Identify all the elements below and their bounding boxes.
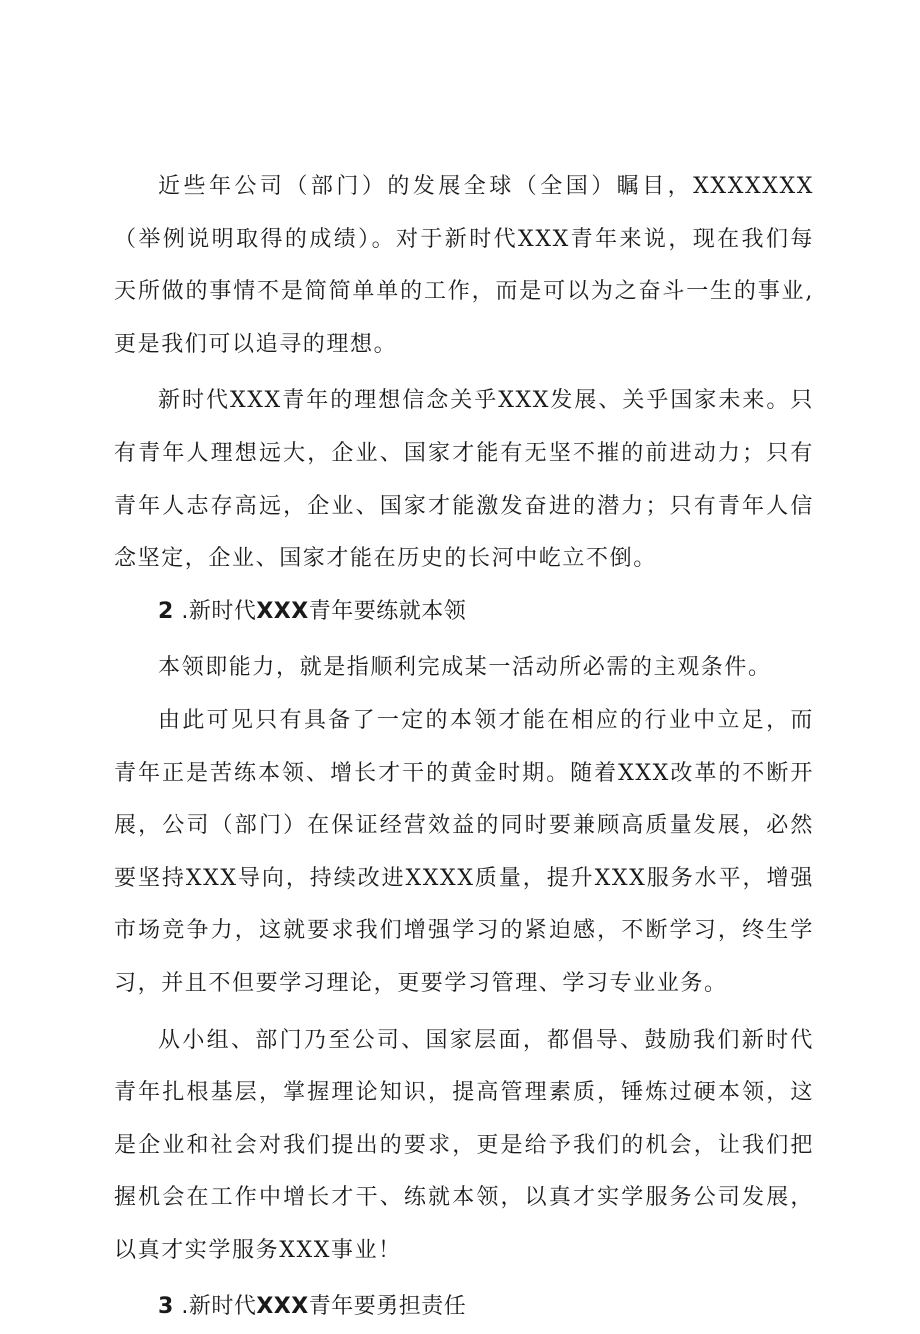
heading-2-pre: 新时代 <box>188 598 257 624</box>
heading-2-number: 2 <box>158 598 174 624</box>
paragraph-opportunity: 从小组、部门乃至公司、国家层面，都倡导、鼓励我们新时代青年扎根基层，掌握理论知识，提高管理素质，锤炼过硬本领，这是企业和社会对我们提出的要求，更是给予我们的机会，让我们把握机会在工作中增长才干、练就本领，以真才实学服务公司发展，以真才实学服务XXX事业！ <box>114 1027 814 1263</box>
heading-3-post: 青年要勇担责任 <box>308 1294 467 1320</box>
section-heading-2 <box>114 586 814 639</box>
section-heading-3 <box>114 1281 814 1334</box>
paragraph-ideals: 新时代XXX青年的理想信念关乎XXX发展、关乎国家未来。只有青年人理想远大，企业、国家才能有无坚不摧的前进动力；只有青年人志存高远，企业、国家才能激发奋进的潜力；只有青年人信念坚定，企业、国家才能在历史的长河中屹立不倒。 <box>114 388 814 572</box>
paragraph-learning: 由此可见只有具备了一定的本领才能在相应的行业中立足，而青年正是苦练本领、增长才干的黄金时期。随着XXX改革的不断开展，公司（部门）在保证经营效益的同时要兼顾高质量发展，必然要坚持XXX导向，持续改进XXXX质量，提升XXX服务水平，增强市场竞争力，这就要求我们增强学习的紧迫感，不断学习，终生学习，并且不但要学习理论，更要学习管理、学习专业业务。 <box>114 707 814 996</box>
paragraph-ability-definition: 本领即能力，就是指顺利完成某一活动所必需的主观条件。 <box>158 655 772 681</box>
heading-2-xxx: XXX <box>256 598 309 624</box>
paragraph-achievements: 近些年公司（部门）的发展全球（全国）瞩目，XXXXXXX（举例说明取得的成绩）。对于新时代XXX青年来说，现在我们每天所做的事情不是简简单单的工作，而是可以为之奋斗一生的事业,更是我们可以追寻的理想。 <box>114 174 814 357</box>
heading-3-dot: . <box>181 1294 189 1320</box>
heading-2-dot: . <box>181 598 189 624</box>
document-body <box>114 161 814 1334</box>
heading-2-post: 青年要练就本领 <box>308 598 467 624</box>
heading-3-pre: 新时代 <box>188 1294 257 1320</box>
heading-3-number: 3 <box>158 1294 174 1320</box>
heading-3-xxx: XXX <box>256 1294 309 1320</box>
